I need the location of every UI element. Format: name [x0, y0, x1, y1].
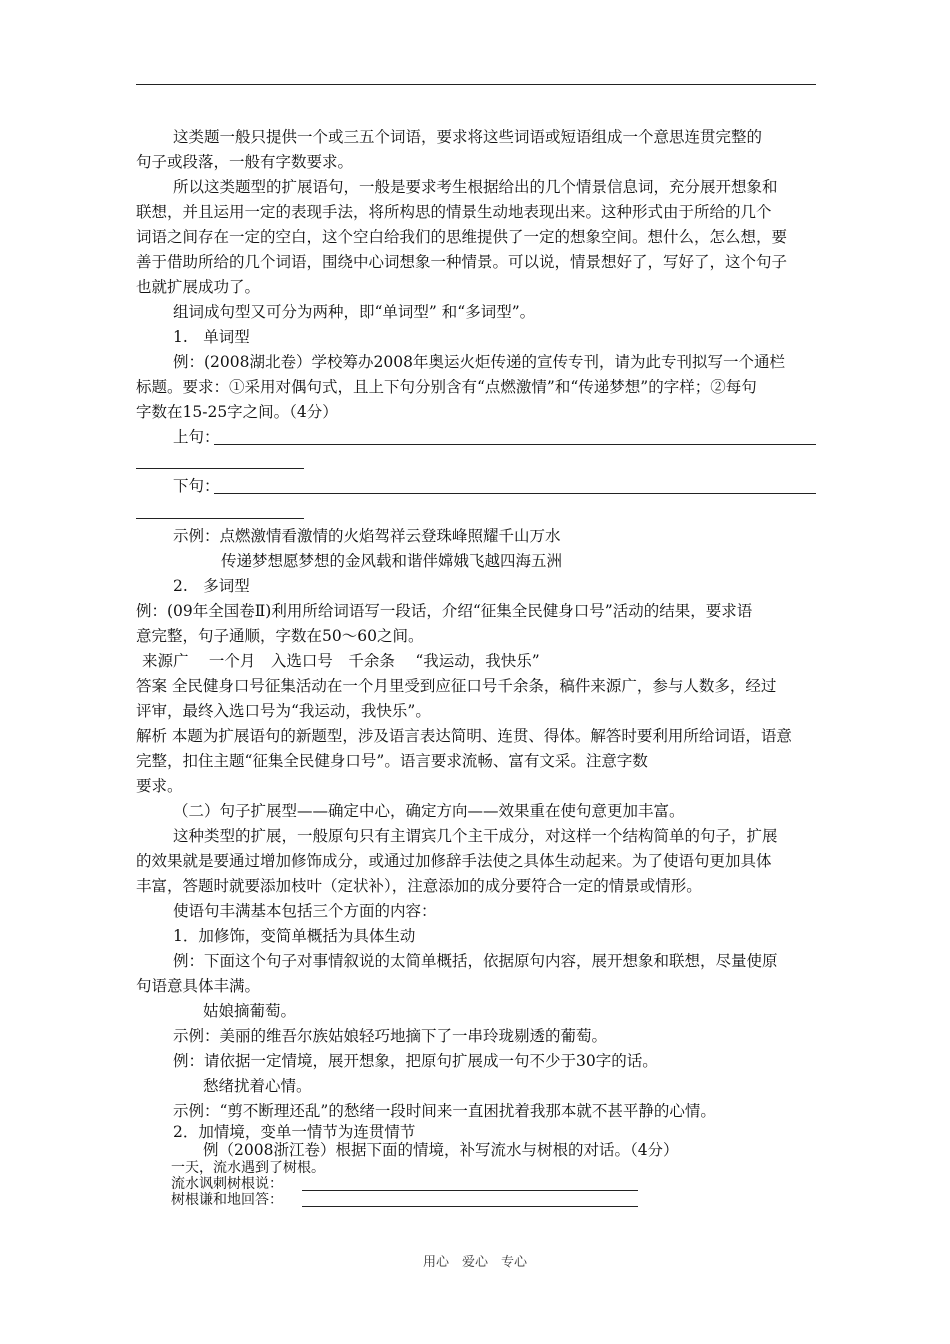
- question-line: 例：下面这个句子对事情叙说的太简单概括，依据原句内容，展开想象和联想，尽量使原: [173, 952, 778, 970]
- original-sentence: 愁绪扰着心情。: [203, 1077, 312, 1095]
- paragraph-line: 所以这类题型的扩展语句，一般是要求考生根据给出的几个情景信息词，充分展开想象和: [173, 178, 778, 196]
- section-heading: 1．加修饰，变简单概括为具体生动: [173, 927, 416, 945]
- answer-blank[interactable]: [214, 493, 816, 494]
- section-heading: （二）句子扩展型——确定中心，确定方向——效果重在使句意更加丰富。: [173, 802, 685, 820]
- paragraph-line: 这类题一般只提供一个或三五个词语，要求将这些词语或短语组成一个意思连贯完整的: [173, 128, 763, 146]
- question-line: 字数在15-25字之间。（4分）: [136, 403, 338, 421]
- answer-line: 评审，最终入选口号为“我运动，我快乐”。: [136, 702, 431, 720]
- analysis-line: 要求。: [136, 777, 183, 795]
- answer-label-lower: 下句：: [173, 477, 220, 495]
- answer-blank[interactable]: [214, 444, 816, 445]
- dialogue-blank[interactable]: [302, 1206, 638, 1207]
- paragraph-line: 丰富，答题时就要添加枝叶（定状补），注意添加的成分要符合一定的情景或情形。: [136, 877, 702, 895]
- answer-label-upper: 上句：: [173, 428, 220, 446]
- page-footer: 用心 爱心 专心: [422, 1255, 527, 1270]
- word-list: 来源广 一个月 入选口号 千余条 “我运动，我快乐”: [142, 652, 540, 670]
- example-line: 示例：美丽的维吾尔族姑娘轻巧地摘下了一串玲珑剔透的葡萄。: [173, 1027, 608, 1045]
- question-line: 例：(09年全国卷Ⅱ)利用所给词语写一段话，介绍“征集全民健身口号”活动的结果，要求语: [136, 602, 753, 620]
- paragraph-line: 也就扩展成功了。: [136, 278, 261, 296]
- question-line: 例：(2008湖北卷）学校筹办2008年奥运火炬传递的宣传专刊，请为此专刊拟写一个通栏: [173, 353, 785, 371]
- paragraph-line: 联想，并且运用一定的表现手法，将所构思的情景生动地表现出来。这种形式由于所给的几个: [136, 203, 772, 221]
- paragraph-line: 的效果就是要通过增加修饰成分，或通过加修辞手法使之具体生动起来。为了使语句更加具体: [136, 852, 772, 870]
- paragraph-line: 善于借助所给的几个词语，围绕中心词想象一种情景。可以说，情景想好了，写好了，这个句子: [136, 253, 788, 271]
- paragraph-line: 组词成句型又可分为两种，即“单词型” 和“多词型”。: [173, 303, 536, 321]
- question-line: 例（2008浙江卷）根据下面的情境，补写流水与树根的对话。（4分）: [203, 1141, 679, 1159]
- paragraph-line: 词语之间存在一定的空白，这个空白给我们的思维提供了一定的想象空间。想什么，怎么想，要: [136, 228, 788, 246]
- section-heading: 2. 多词型: [173, 577, 250, 595]
- section-heading: 2．加情境，变单一情节为连贯情节: [173, 1123, 416, 1141]
- example-line: 示例：“剪不断理还乱”的愁绪一段时间来一直困扰着我那本就不甚平静的心情。: [173, 1102, 716, 1120]
- answer-blank[interactable]: [136, 518, 304, 519]
- dialogue-label: 流水讽刺树根说：: [171, 1176, 283, 1192]
- example-line: 传递梦想愿梦想的金风载和谐伴嫦娥飞越四海五洲: [221, 552, 563, 570]
- question-line: 意完整，句子通顺，字数在50～60之间。: [136, 627, 424, 645]
- question-line: 标题。要求：①采用对偶句式，且上下句分别含有“点燃激情”和“传递梦想”的字样；②每句: [136, 378, 757, 396]
- dialogue-label: 树根谦和地回答：: [171, 1192, 283, 1208]
- question-line: 例：请依据一定情境，展开想象，把原句扩展成一句不少于30字的话。: [173, 1052, 658, 1070]
- original-sentence: 姑娘摘葡萄。: [203, 1002, 297, 1020]
- answer-line: 答案 全民健身口号征集活动在一个月里受到应征口号千余条，稿件来源广，参与人数多，经过: [136, 677, 777, 695]
- dialogue-blank[interactable]: [302, 1190, 638, 1191]
- section-heading: 1. 单词型: [173, 328, 250, 346]
- dialogue-intro: 一天，流水遇到了树根。: [171, 1160, 325, 1176]
- paragraph-line: 句子或段落，一般有字数要求。: [136, 153, 354, 171]
- example-line: 示例：点燃激情看激情的火焰驾祥云登珠峰照耀千山万水: [173, 527, 561, 545]
- paragraph-line: 使语句丰满基本包括三个方面的内容：: [173, 902, 437, 920]
- paragraph-line: 这种类型的扩展，一般原句只有主谓宾几个主干成分，对这样一个结构简单的句子，扩展: [173, 827, 778, 845]
- answer-blank[interactable]: [136, 468, 304, 469]
- analysis-line: 完整，扣住主题“征集全民健身口号”。语言要求流畅、富有文采。注意字数: [136, 752, 648, 770]
- question-line: 句语意具体丰满。: [136, 977, 261, 995]
- analysis-line: 解析 本题为扩展语句的新题型，涉及语言表达简明、连贯、得体。解答时要利用所给词语，语意: [136, 727, 792, 745]
- header-rule: [136, 84, 816, 85]
